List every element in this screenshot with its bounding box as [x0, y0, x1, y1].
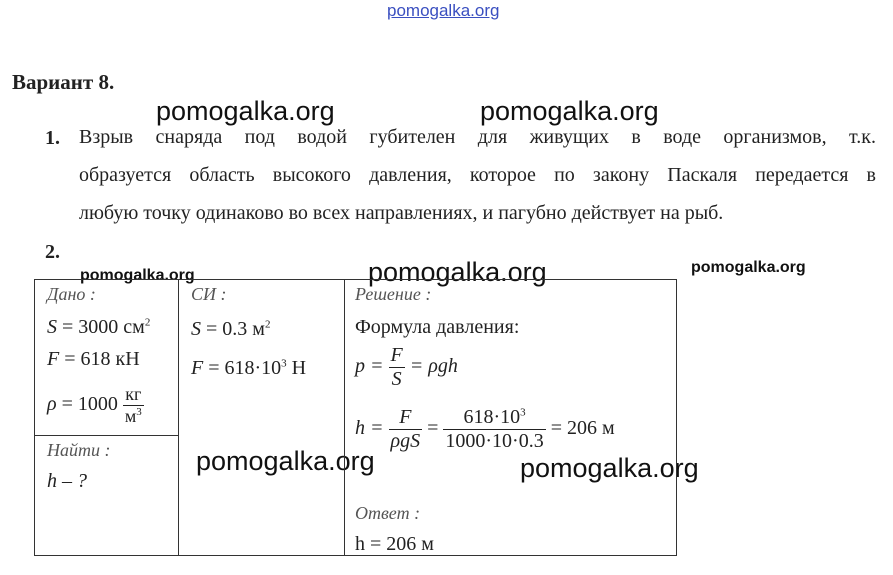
pressure-formula: p = $\frac{F}{S}$ = ρgh — [355, 344, 458, 390]
given-area: S = 3000 $см^2$ — [47, 316, 151, 338]
watermark: pomogalka.org — [156, 96, 335, 126]
table-divider — [35, 435, 178, 436]
si-area: S = 0.3 $м^2$ — [191, 318, 271, 340]
answer-value: h = 206 м — [355, 533, 434, 555]
watermark: pomogalka.org — [80, 267, 195, 284]
table-divider — [178, 280, 179, 555]
given-force: F = 618 кН — [47, 348, 140, 370]
find-label: Найти : — [47, 440, 111, 460]
watermark: pomogalka.org — [520, 453, 699, 483]
header-link[interactable]: pomogalka.org — [387, 1, 500, 20]
solution-table — [34, 279, 677, 556]
given-density: ρ = 1000 $\frac{кг}{м^3}$ — [47, 384, 142, 426]
watermark: pomogalka.org — [480, 96, 659, 126]
table-divider — [344, 280, 345, 555]
watermark: pomogalka.org — [368, 257, 547, 287]
given-label: Дано : — [47, 284, 96, 304]
si-force: $F = 618\cdot 10^3$ Н — [191, 357, 307, 379]
problem-number: 2. — [45, 241, 60, 263]
problem-text-line: любую точку одинаково во всех направлениях, и пагубно действует на рыб. — [79, 202, 724, 224]
formula-title: Формула давления: — [355, 316, 520, 338]
variant-heading: Вариант 8. — [12, 70, 115, 94]
problem-number: 1. — [45, 127, 60, 149]
watermark: pomogalka.org — [691, 259, 806, 276]
height-formula: h = $\frac{F}{\text{ρgS}}$ = $\frac{618\cdot 10^3}{1000\cdot 10\cdot 0.3}$ = 206 м — [355, 406, 615, 452]
solution-label: Решение : — [355, 284, 432, 304]
answer-label: Ответ : — [355, 503, 421, 523]
problem-text-line: образуется область высокого давления, которое по закону Паскаля передается в — [79, 164, 876, 186]
watermark: pomogalka.org — [196, 446, 375, 476]
find-value: h – ? — [47, 470, 87, 492]
problem-text-line: Взрыв снаряда под водой губителен для живущих в воде организмов, т.к. — [79, 126, 876, 148]
si-label: СИ : — [191, 284, 227, 304]
